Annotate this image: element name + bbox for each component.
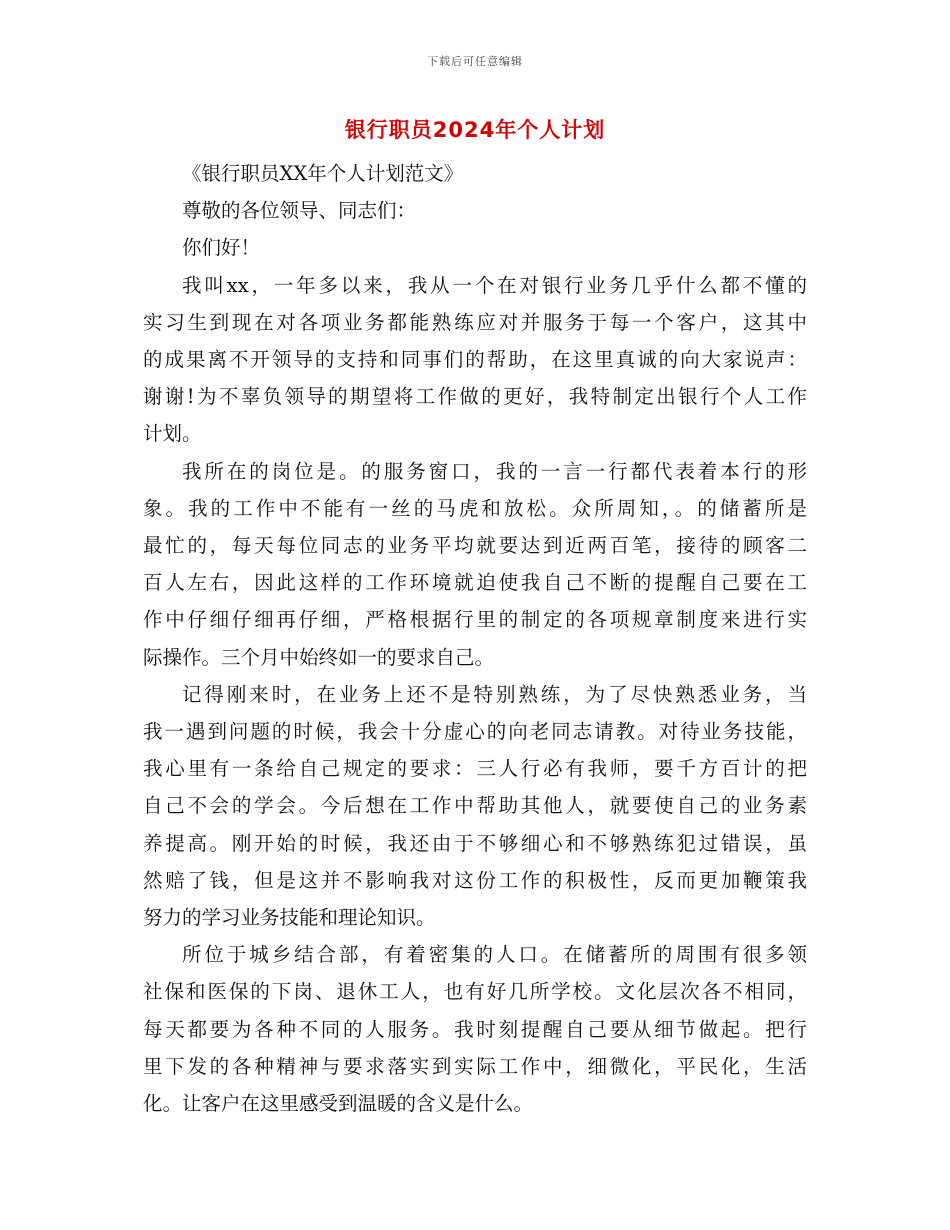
text-line: 我叫xx，一年多以来，我从一个在对银行业务几乎什么都不懂的 (182, 273, 807, 297)
paragraph (143, 192, 807, 229)
text-line: 每天都要为各种不同的人服务。我时刻提醒自己要从细节做起。把行 (143, 1017, 807, 1041)
text-line: 尊敬的各位领导、同志们： (182, 199, 417, 223)
text-line: 所位于城乡结合部，有着密集的人口。在储蓄所的周围有很多领 (182, 943, 807, 967)
text-line: 实习生到现在对各项业务都能熟练应对并服务于每一个客户，这其中 (143, 310, 807, 334)
document-title: 银行职员2024年个人计划 (344, 118, 606, 142)
text-line: 记得刚来时，在业务上还不是特别熟练，为了尽快熟悉业务，当 (182, 682, 807, 706)
text-line: 最忙的，每天每位同志的业务平均就要达到近两百笔，接待的顾客二 (143, 534, 807, 558)
text-line: 然赔了钱，但是这并不影响我对这份工作的积极性，反而更加鞭策我 (143, 868, 807, 892)
text-line: 自己不会的学会。今后想在工作中帮助其他人，就要使自己的业务素 (143, 794, 807, 818)
text-line: 计划。 (143, 422, 202, 446)
text-line: 你们好！ (182, 236, 261, 260)
text-line: 社保和医保的下岗、退休工人，也有好几所学校。文化层次各不相同， (143, 980, 807, 1004)
text-line: 象。我的工作中不能有一丝的马虎和放松。众所周知，。的储蓄所是 (143, 496, 807, 520)
paragraph (143, 155, 807, 192)
text-line: 我心里有一条给自己规定的要求：三人行必有我师，要千方百计的把 (143, 757, 807, 781)
text-line: 《银行职员XX年个人计划范文》 (182, 162, 464, 185)
text-line: 我所在的岗位是。的服务窗口，我的一言一行都代表着本行的形 (182, 459, 807, 483)
document-body (143, 155, 807, 1122)
paragraph (143, 936, 807, 1122)
text-line: 的成果离不开领导的支持和同事们的帮助，在这里真诚的向大家说声： (143, 348, 807, 372)
header-note: 下载后可任意编辑 (427, 55, 523, 68)
text-line: 努力的学习业务技能和理论知识。 (143, 906, 436, 930)
paragraph (143, 267, 807, 453)
text-line: 谢谢!为不辜负领导的期望将工作做的更好，我特制定出银行个人工作 (143, 385, 807, 409)
text-line: 作中仔细仔细再仔细，严格根据行里的制定的各项规章制度来进行实 (143, 608, 807, 632)
text-line: 里下发的各种精神与要求落实到实际工作中，细微化，平民化，生活 (143, 1054, 807, 1078)
text-line: 化。让客户在这里感受到温暖的含义是什么。 (143, 1092, 534, 1116)
text-line: 我一遇到问题的时候，我会十分虚心的向老同志请教。对待业务技能， (143, 720, 807, 744)
text-line: 际操作。三个月中始终如一的要求自己。 (143, 645, 495, 669)
text-line: 百人左右，因此这样的工作环境就迫使我自己不断的提醒自己要在工 (143, 571, 807, 595)
paragraph (143, 676, 807, 936)
paragraph (143, 229, 807, 266)
text-line: 养提高。刚开始的时候，我还由于不够细心和不够熟练犯过错误，虽 (143, 831, 807, 855)
paragraph (143, 453, 807, 676)
